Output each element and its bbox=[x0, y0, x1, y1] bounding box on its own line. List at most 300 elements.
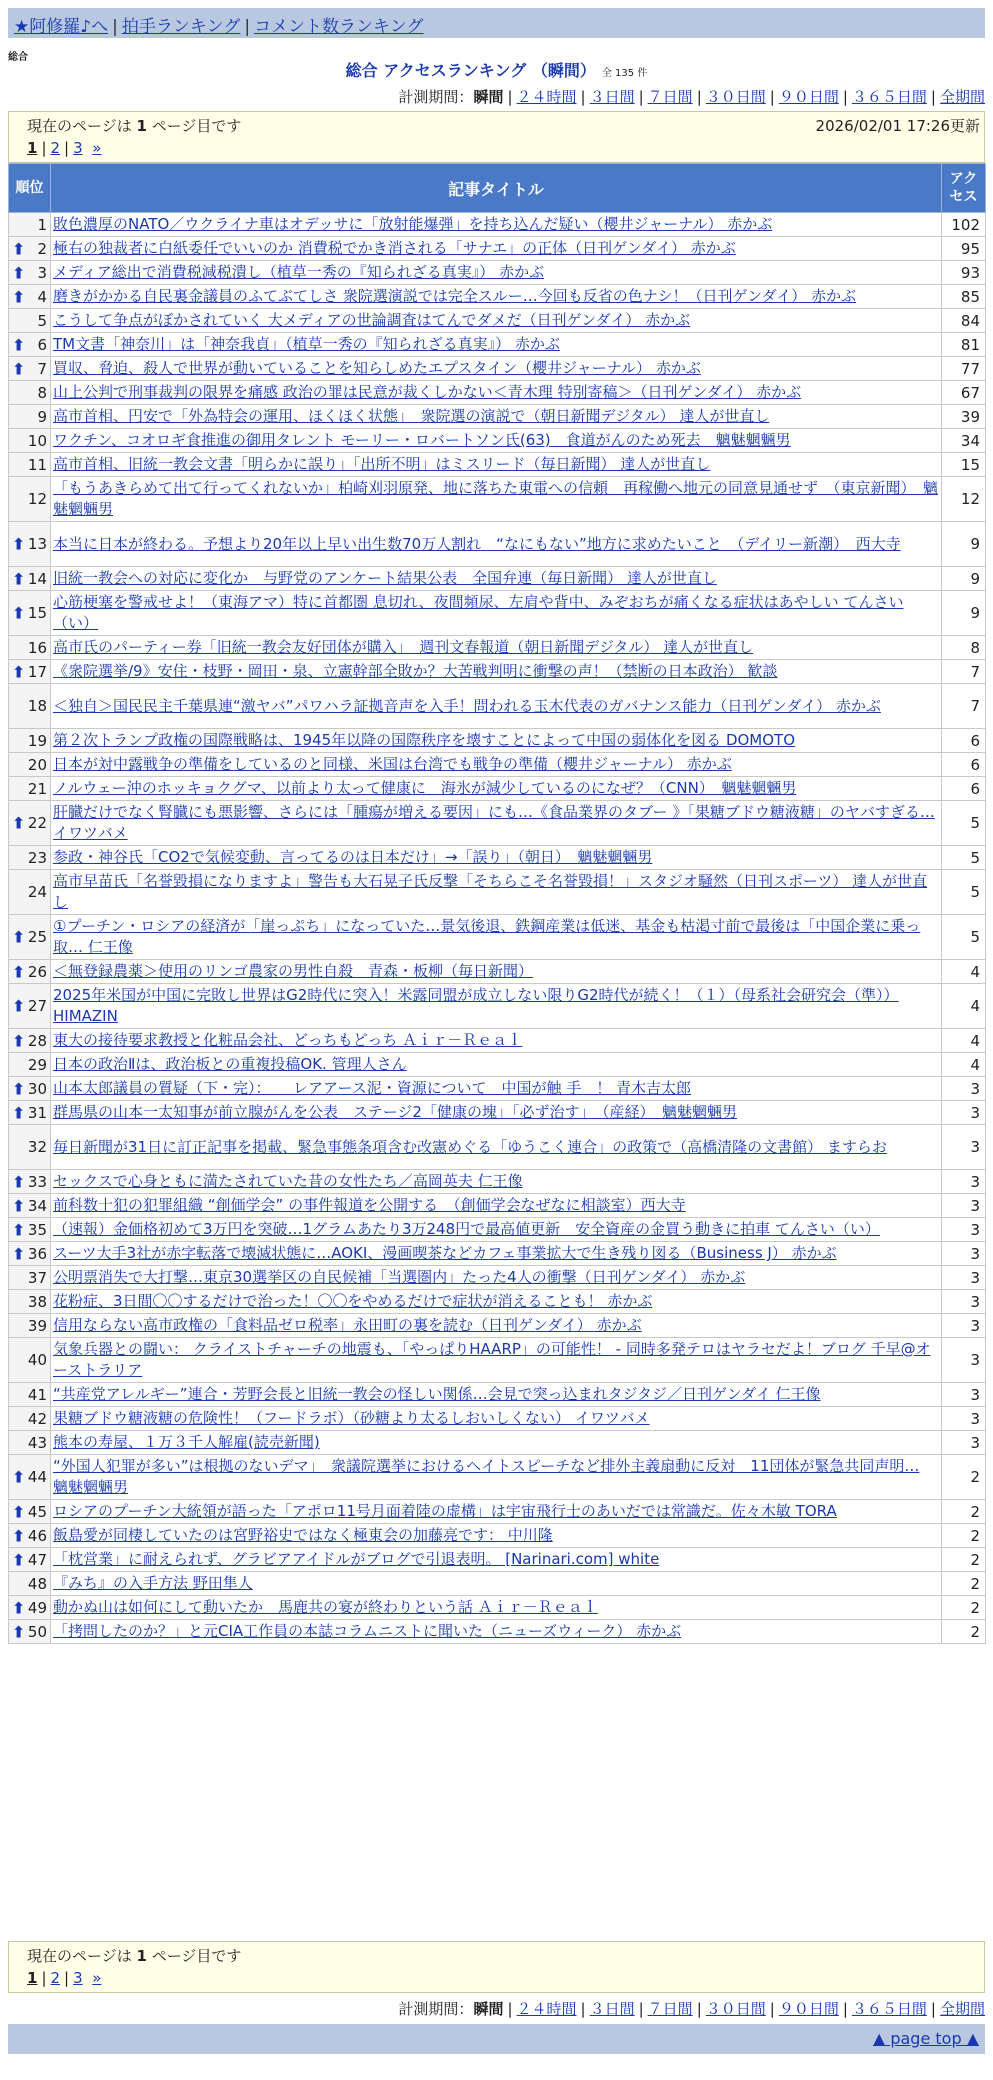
rank-number: 7 bbox=[37, 359, 47, 378]
title-cell bbox=[51, 567, 942, 591]
period-selector-bottom bbox=[398, 1998, 985, 2019]
article-link[interactable]: 「枕営業」に耐えられず、グラビアアイドルがブログで引退表明。 [Narinari.com] white bbox=[53, 1550, 660, 1568]
rank-number: 4 bbox=[37, 287, 47, 306]
page-text-post: ページ目です bbox=[151, 1947, 242, 1965]
rank-number: 39 bbox=[27, 1316, 47, 1335]
rank-number: 5 bbox=[37, 311, 47, 330]
table-row bbox=[9, 870, 986, 915]
access-count: 9 bbox=[942, 522, 986, 567]
title-cell bbox=[51, 960, 942, 984]
up-arrow-icon: ⬆ bbox=[12, 534, 26, 554]
site-home-link[interactable]: ★阿修羅♪へ bbox=[14, 17, 109, 37]
rank-number: 45 bbox=[27, 1502, 47, 1521]
up-arrow-icon: ⬆ bbox=[12, 813, 26, 833]
rank-number: 31 bbox=[27, 1103, 47, 1122]
title-cell bbox=[51, 405, 942, 429]
access-count: 7 bbox=[942, 660, 986, 684]
title-cell bbox=[51, 1620, 942, 1644]
access-count: 81 bbox=[942, 333, 986, 357]
rank-cell bbox=[9, 1194, 51, 1218]
up-arrow-icon: ⬆ bbox=[12, 287, 26, 306]
rank-cell bbox=[9, 915, 51, 960]
article-link[interactable]: 「拷問したのか？」と元CIA工作員の本誌コラムニストに聞いた（ニューズウィーク） 赤かぶ bbox=[53, 1622, 682, 1640]
article-link[interactable]: 「もうあきらめて出て行ってくれないか」柏崎刈羽原発、地に落ちた東電への信頼 再稼働へ地元の同意見通せず （東京新聞） 魑魅魍魎男 bbox=[53, 479, 939, 518]
table-row bbox=[9, 846, 986, 870]
rank-cell bbox=[9, 1620, 51, 1644]
title-cell bbox=[51, 801, 942, 846]
ranking-title: 総合 アクセスランキング （瞬間） bbox=[345, 61, 596, 80]
article-link[interactable]: 肝臓だけでなく腎臓にも悪影響、さらには「腫瘍が増える要因」にも…《食品業界のタブー 》「果糖ブドウ糖液糖」のヤバすぎる… イワツバメ bbox=[53, 803, 935, 842]
rank-number: 29 bbox=[27, 1055, 47, 1074]
page-link-3[interactable]: 3 bbox=[73, 139, 83, 157]
access-count: 2 bbox=[942, 1548, 986, 1572]
title-cell bbox=[51, 261, 942, 285]
access-count: 5 bbox=[942, 801, 986, 846]
period-separator: | bbox=[696, 88, 702, 106]
table-row bbox=[9, 1431, 986, 1455]
next-page-link[interactable]: » bbox=[92, 1969, 102, 1987]
page-link-2[interactable]: 2 bbox=[50, 139, 61, 157]
article-link[interactable]: 信用ならない高市政権の「食料品ゼロ税率」永田町の裏を読む（日刊ゲンダイ） 赤かぶ bbox=[53, 1316, 642, 1334]
rank-cell bbox=[9, 1125, 51, 1170]
article-link[interactable]: ロシアのプーチン大統領が語った「アポロ11号月面着陸の虚構」は宇宙飛行士のあいだでは常識だ。佐々木敏 TORA bbox=[53, 1502, 837, 1520]
rank-cell bbox=[9, 381, 51, 405]
title-cell bbox=[51, 1053, 942, 1077]
table-row bbox=[9, 1572, 986, 1596]
rank-cell bbox=[9, 960, 51, 984]
article-link[interactable]: TM文書「神奈川」は「神奈我貞」（植草一秀の『知られざる真実』） 赤かぶ bbox=[53, 335, 560, 353]
article-link[interactable]: 毎日新聞が31日に訂正記事を掲載、緊急事態条項含む改憲めぐる「ゆうこく連合」の政策で（高橋清隆の文書館） ますらお bbox=[53, 1137, 887, 1156]
page-current-number: 1 bbox=[136, 1947, 147, 1965]
article-link[interactable]: 2025年米国が中国に完敗し世界はG2時代に突入！米露同盟が成立しない限りG2時代が続く！（１）（母系社会研究会（準）） HIMAZIN bbox=[53, 986, 899, 1025]
article-link[interactable]: 日本が対中露戦争の準備をしているのと同様、米国は台湾でも戦争の準備（櫻井ジャーナル） 赤かぶ bbox=[53, 755, 732, 773]
table-row bbox=[9, 684, 986, 729]
article-link[interactable]: 熊本の寿屋、１万３千人解雇(読売新聞) bbox=[53, 1433, 320, 1451]
period-separator: | bbox=[769, 2000, 775, 2018]
access-count: 39 bbox=[942, 405, 986, 429]
article-link[interactable]: ノルウェー沖のホッキョクグマ、以前より太って健康に 海氷が減少しているのになぜ？（CNN） 魑魅魍魎男 bbox=[53, 779, 797, 797]
title-cell bbox=[51, 684, 942, 729]
page-link-1: 1 bbox=[27, 139, 38, 157]
article-link[interactable]: 公明票消失で大打撃…東京30選挙区の自民候補「当選圏内」たった4人の衝撃（日刊ゲンダイ） 赤かぶ bbox=[53, 1268, 746, 1286]
table-row bbox=[9, 1500, 986, 1524]
article-link[interactable]: 群馬県の山本一太知事が前立腺がんを公表 ステージ2「健康の塊」「必ず治す」 （産経） 魑魅魍魎男 bbox=[53, 1103, 737, 1121]
table-row bbox=[9, 1242, 986, 1266]
rank-number: 21 bbox=[27, 779, 47, 798]
access-count: 5 bbox=[942, 915, 986, 960]
access-count: 67 bbox=[942, 381, 986, 405]
period-separator: | bbox=[580, 2000, 586, 2018]
rank-number: 32 bbox=[27, 1138, 47, 1156]
article-link[interactable]: 東大の接待要求教授と化粧品会社、どっちもどっち Ａｉｒ－Ｒｅａｌ bbox=[53, 1031, 523, 1049]
access-count: 6 bbox=[942, 729, 986, 753]
rank-number: 10 bbox=[27, 431, 47, 450]
period-selector-top bbox=[398, 86, 985, 107]
title-cell bbox=[51, 357, 942, 381]
title-cell bbox=[51, 237, 942, 261]
article-link[interactable]: 極右の独裁者に白紙委任でいいのか 消費税でかき消される「サナエ」の正体（日刊ゲンダイ） 赤かぶ bbox=[53, 239, 736, 257]
article-link[interactable]: メディア総出で消費税減税潰し（植草一秀の『知られざる真実』） 赤かぶ bbox=[53, 263, 545, 281]
total-count: 全 135 件 bbox=[601, 68, 648, 79]
period-separator: | bbox=[930, 2000, 936, 2018]
title-cell bbox=[51, 213, 942, 237]
rank-cell bbox=[9, 1170, 51, 1194]
title-cell bbox=[51, 1125, 942, 1170]
up-arrow-icon: ⬆ bbox=[12, 962, 26, 981]
article-link[interactable]: 心筋梗塞を警戒せよ！（東海アマ）特に首都圏 息切れ、夜間頻尿、左肩や背中、みぞおちが痛くなる症状はあやしい てんさい（い） bbox=[53, 593, 904, 632]
rank-cell bbox=[9, 1572, 51, 1596]
period-option-1[interactable]: ２４時間 bbox=[516, 2000, 577, 2018]
rank-number: 19 bbox=[27, 731, 47, 750]
up-arrow-icon: ⬆ bbox=[12, 359, 26, 378]
rank-cell bbox=[9, 1101, 51, 1125]
rank-cell bbox=[9, 1383, 51, 1407]
nav-separator: | bbox=[244, 17, 251, 37]
table-row bbox=[9, 729, 986, 753]
article-link[interactable]: セックスで心身ともに満たされていた昔の女性たち／高岡英夫 仁王像 bbox=[53, 1172, 523, 1190]
period-option-6[interactable]: ３６５日間 bbox=[851, 88, 927, 106]
title-cell bbox=[51, 1101, 942, 1125]
title-cell bbox=[51, 1407, 942, 1431]
article-link[interactable]: 飯島愛が同棲していたのは宮野裕史ではなく極東会の加藤亮です： 中川隆 bbox=[53, 1526, 553, 1544]
ranking-heading bbox=[0, 58, 993, 81]
period-option-3[interactable]: ７日間 bbox=[647, 2000, 693, 2018]
page-top-link[interactable]: ▲ page top ▲ bbox=[872, 2029, 979, 2048]
article-link[interactable]: 日本の政治Ⅱは、政治板との重複投稿OK. 管理人さん bbox=[53, 1055, 407, 1073]
period-label: 計測期間： bbox=[398, 2000, 474, 2018]
rank-cell bbox=[9, 984, 51, 1029]
rank-number: 11 bbox=[27, 455, 47, 474]
period-option-5[interactable]: ９０日間 bbox=[778, 2000, 839, 2018]
rank-cell bbox=[9, 1053, 51, 1077]
article-link[interactable]: 高市首相、円安で「外為特会の運用、ほくほく状態」 衆院選の演説で（朝日新聞デジタル） 達人が世直し bbox=[53, 407, 770, 425]
rank-number: 9 bbox=[37, 407, 47, 426]
period-separator: | bbox=[696, 2000, 702, 2018]
title-cell bbox=[51, 636, 942, 660]
article-link[interactable]: 花粉症、3日間〇〇するだけで治った！〇〇をやめるだけで症状が消えることも！ 赤かぶ bbox=[53, 1292, 653, 1310]
access-count: 3 bbox=[942, 1431, 986, 1455]
table-row bbox=[9, 1548, 986, 1572]
access-header: アクセス bbox=[942, 164, 986, 213]
access-count: 2 bbox=[942, 1455, 986, 1500]
access-count: 3 bbox=[942, 1266, 986, 1290]
comment-ranking-link[interactable]: コメント数ランキング bbox=[254, 17, 424, 37]
rank-cell bbox=[9, 1524, 51, 1548]
article-link[interactable]: 参政・神谷氏「CO2で気候変動、言ってるのは日本だけ」→「誤り」（朝日） 魑魅魍魎男 bbox=[53, 848, 653, 866]
up-arrow-icon: ⬆ bbox=[12, 1103, 26, 1122]
rank-number: 50 bbox=[27, 1622, 47, 1641]
period-separator: | bbox=[638, 2000, 644, 2018]
table-row bbox=[9, 1620, 986, 1644]
article-link[interactable]: スーツ大手3社が赤字転落で壊滅状態に…AOKI、漫画喫茶などカフェ事業拡大で生き残り図る（Business J） 赤かぶ bbox=[53, 1244, 837, 1262]
access-count: 7 bbox=[942, 684, 986, 729]
rank-cell bbox=[9, 1596, 51, 1620]
pagination-top bbox=[27, 139, 966, 157]
rank-number: 8 bbox=[37, 383, 47, 402]
period-separator: | bbox=[580, 88, 586, 106]
rank-cell bbox=[9, 1218, 51, 1242]
rank-cell bbox=[9, 1077, 51, 1101]
access-count: 2 bbox=[942, 1596, 986, 1620]
page-current-number: 1 bbox=[136, 117, 147, 135]
up-arrow-icon: ⬆ bbox=[12, 1220, 26, 1239]
category-label: 総合 bbox=[8, 52, 28, 63]
next-page-link[interactable]: » bbox=[92, 139, 102, 157]
rank-number: 43 bbox=[27, 1433, 47, 1452]
article-link[interactable]: （速報）金価格初めて3万円を突破…1グラムあたり3万248円で最高値更新 安全資産の金買う動きに拍車 てんさい（い） bbox=[53, 1220, 880, 1238]
up-arrow-icon: ⬆ bbox=[12, 1526, 26, 1545]
table-row bbox=[9, 381, 986, 405]
title-cell bbox=[51, 729, 942, 753]
nav-separator: | bbox=[112, 17, 118, 37]
table-row bbox=[9, 1266, 986, 1290]
access-count: 6 bbox=[942, 753, 986, 777]
period-option-2[interactable]: ３日間 bbox=[589, 2000, 635, 2018]
period-separator: | bbox=[507, 2000, 513, 2018]
rank-number: 34 bbox=[27, 1196, 47, 1215]
rank-number: 48 bbox=[27, 1574, 47, 1593]
period-option-7[interactable]: 全期間 bbox=[939, 2000, 985, 2018]
table-row bbox=[9, 1077, 986, 1101]
article-link[interactable]: 果糖ブドウ糖液糖の危険性！（フードラボ）（砂糖より太るしおいしくない） イワツバメ bbox=[53, 1409, 650, 1427]
period-option-2[interactable]: ３日間 bbox=[589, 88, 635, 106]
access-count: 4 bbox=[942, 1029, 986, 1053]
up-arrow-icon: ⬆ bbox=[12, 1172, 26, 1191]
period-option-5[interactable]: ９０日間 bbox=[778, 88, 839, 106]
access-count: 2 bbox=[942, 1500, 986, 1524]
table-row bbox=[9, 309, 986, 333]
pager-separator: | bbox=[64, 139, 70, 157]
up-arrow-icon: ⬆ bbox=[12, 662, 26, 681]
article-link[interactable]: こうして争点がぼかされていく 大メディアの世論調査はてんでダメだ（日刊ゲンダイ） 赤かぶ bbox=[53, 311, 691, 329]
table-row bbox=[9, 777, 986, 801]
access-count: 34 bbox=[942, 429, 986, 453]
rank-cell bbox=[9, 1548, 51, 1572]
article-link[interactable]: 第２次トランプ政権の国際戦略は、1945年以降の国際秩序を壊すことによって中国の弱体化を図る DOMOTO bbox=[53, 731, 796, 749]
table-row bbox=[9, 1218, 986, 1242]
rank-cell bbox=[9, 453, 51, 477]
table-row bbox=[9, 285, 986, 309]
title-cell bbox=[51, 660, 942, 684]
article-link[interactable]: “共産党アレルギー”連合・芳野会長と旧統一教会の怪しい関係…会見で突っ込まれタジタジ／日刊ゲンダイ 仁王像 bbox=[53, 1385, 821, 1403]
rank-number: 22 bbox=[27, 814, 47, 832]
table-row bbox=[9, 1524, 986, 1548]
rank-number: 6 bbox=[37, 335, 47, 354]
title-cell bbox=[51, 1266, 942, 1290]
table-row bbox=[9, 1338, 986, 1383]
rank-number: 27 bbox=[27, 997, 47, 1015]
rank-cell bbox=[9, 567, 51, 591]
bottom-bar bbox=[8, 2024, 985, 2054]
access-count: 3 bbox=[942, 1101, 986, 1125]
table-row bbox=[9, 1053, 986, 1077]
article-link[interactable]: 磨きがかかる自民裏金議員のふてぶてしさ 衆院選演説では完全スルー…今回も反省の色ナシ！（日刊ゲンダイ） 赤かぶ bbox=[53, 287, 857, 305]
rank-number: 24 bbox=[27, 883, 47, 901]
title-cell bbox=[51, 915, 942, 960]
table-row bbox=[9, 1407, 986, 1431]
title-cell bbox=[51, 591, 942, 636]
table-row bbox=[9, 801, 986, 846]
rank-cell bbox=[9, 777, 51, 801]
article-link[interactable]: 《衆院選挙/9》安住・枝野・岡田・泉、立憲幹部全敗か？大苦戦判明に衝撃の声！（禁断の日本政治） 歓談 bbox=[53, 662, 778, 680]
access-count: 3 bbox=[942, 1242, 986, 1266]
article-link[interactable]: 高市首相、旧統一教会文書「明らかに誤り」「出所不明」はミスリード（毎日新聞） 達人が世直し bbox=[53, 455, 711, 473]
title-cell bbox=[51, 1455, 942, 1500]
rank-cell bbox=[9, 1290, 51, 1314]
updated-timestamp: 2026/02/01 17:26更新 bbox=[815, 117, 980, 135]
article-link[interactable]: 山本太郎議員の質疑（下・完）： レアアース泥・資源について 中国が触 手 ！ 青木吉太郎 bbox=[53, 1079, 692, 1097]
rank-number: 40 bbox=[27, 1351, 47, 1369]
period-option-1[interactable]: ２４時間 bbox=[516, 88, 577, 106]
rank-cell bbox=[9, 237, 51, 261]
rank-cell bbox=[9, 405, 51, 429]
up-arrow-icon: ⬆ bbox=[12, 603, 26, 623]
access-count: 15 bbox=[942, 453, 986, 477]
access-count: 8 bbox=[942, 636, 986, 660]
rank-number: 49 bbox=[27, 1598, 47, 1617]
title-cell bbox=[51, 1383, 942, 1407]
article-link[interactable]: 山上公判で刑事裁判の限界を痛感 政治の罪は民意が裁くしかない＜青木理 特別寄稿＞（日刊ゲンダイ） 赤かぶ bbox=[53, 383, 802, 401]
access-count: 3 bbox=[942, 1383, 986, 1407]
title-cell bbox=[51, 453, 942, 477]
article-link[interactable]: 本当に日本が終わる。予想より20年以上早い出生数70万人割れ “なにもない”地方に求めたいこと （デイリー新潮） 西大寺 bbox=[53, 534, 901, 553]
rank-number: 25 bbox=[27, 928, 47, 946]
article-link[interactable]: 『みち』の入手方法 野田隼人 bbox=[53, 1574, 253, 1592]
access-count: 3 bbox=[942, 1194, 986, 1218]
page-link-3[interactable]: 3 bbox=[73, 1969, 83, 1987]
title-cell bbox=[51, 1314, 942, 1338]
page-link-1: 1 bbox=[27, 1969, 38, 1987]
title-cell bbox=[51, 1242, 942, 1266]
access-count: 12 bbox=[942, 477, 986, 522]
up-arrow-icon: ⬆ bbox=[12, 996, 26, 1016]
table-row bbox=[9, 1101, 986, 1125]
period-option-3[interactable]: ７日間 bbox=[647, 88, 693, 106]
rank-number: 42 bbox=[27, 1409, 47, 1428]
table-row bbox=[9, 1170, 986, 1194]
access-count: 9 bbox=[942, 567, 986, 591]
access-count: 2 bbox=[942, 1620, 986, 1644]
rank-cell bbox=[9, 285, 51, 309]
up-arrow-icon: ⬆ bbox=[12, 1550, 26, 1569]
up-arrow-icon: ⬆ bbox=[12, 335, 26, 354]
access-count: 77 bbox=[942, 357, 986, 381]
rank-number: 1 bbox=[37, 215, 47, 234]
access-count: 85 bbox=[942, 285, 986, 309]
period-option-4[interactable]: ３０日間 bbox=[705, 2000, 766, 2018]
access-count: 4 bbox=[942, 984, 986, 1029]
title-cell bbox=[51, 870, 942, 915]
period-option-4[interactable]: ３０日間 bbox=[705, 88, 766, 106]
rank-number: 47 bbox=[27, 1550, 47, 1569]
access-count: 3 bbox=[942, 1407, 986, 1431]
up-arrow-icon: ⬆ bbox=[12, 1244, 26, 1263]
page-text-pre: 現在のページは bbox=[27, 1947, 132, 1965]
access-count: 3 bbox=[942, 1077, 986, 1101]
table-row bbox=[9, 567, 986, 591]
up-arrow-icon: ⬆ bbox=[12, 1622, 26, 1641]
rank-cell bbox=[9, 591, 51, 636]
rank-number: 41 bbox=[27, 1385, 47, 1404]
table-row bbox=[9, 1383, 986, 1407]
period-separator: | bbox=[842, 2000, 848, 2018]
period-option-0: 瞬間 bbox=[473, 2000, 504, 2018]
period-option-7[interactable]: 全期間 bbox=[939, 88, 985, 106]
rank-cell bbox=[9, 357, 51, 381]
table-row bbox=[9, 915, 986, 960]
title-cell bbox=[51, 1500, 942, 1524]
period-separator: | bbox=[842, 88, 848, 106]
period-option-6[interactable]: ３６５日間 bbox=[851, 2000, 927, 2018]
article-link[interactable]: 気象兵器との闘い： クライストチャーチの地震も、「やっぱりHAARP」の可能性！ - 同時多発テロはヤラセだよ！ブログ 千早@オーストラリア bbox=[53, 1340, 931, 1379]
title-cell bbox=[51, 285, 942, 309]
title-cell bbox=[51, 1572, 942, 1596]
up-arrow-icon: ⬆ bbox=[12, 1031, 26, 1050]
article-link[interactable]: 高市早苗氏「名誉毀損になりますよ」警告も大石晃子氏反撃「そちらこそ名誉毀損！」スタジオ騒然（日刊スポーツ） 達人が世直し bbox=[53, 872, 928, 911]
table-row bbox=[9, 1194, 986, 1218]
pager-separator: | bbox=[41, 1969, 47, 1987]
period-separator: | bbox=[638, 88, 644, 106]
article-link[interactable]: ＜独自＞国民民主千葉県連“激ヤバ”パワハラ証拠音声を入手！問われる玉木代表のガバナンス能力（日刊ゲンダイ） 赤かぶ bbox=[53, 696, 881, 715]
table-header-row bbox=[9, 164, 986, 213]
article-link[interactable]: 前科数十犯の犯罪組織 “創価学会” の事件報道を公開する （創価学会なぜなに相談室）西大寺 bbox=[53, 1196, 686, 1214]
pager-separator: | bbox=[41, 139, 47, 157]
title-cell bbox=[51, 1077, 942, 1101]
rank-number: 18 bbox=[27, 697, 47, 715]
rank-cell bbox=[9, 1407, 51, 1431]
access-count: 3 bbox=[942, 1314, 986, 1338]
rank-cell bbox=[9, 753, 51, 777]
page-link-2[interactable]: 2 bbox=[50, 1969, 61, 1987]
up-arrow-icon: ⬆ bbox=[12, 1079, 26, 1098]
article-link[interactable]: 動かぬ山は如何にして動いたか 馬鹿共の宴が終わりという話 Ａｉｒ－Ｒｅａｌ bbox=[53, 1598, 598, 1616]
access-count: 95 bbox=[942, 237, 986, 261]
rank-header: 順位 bbox=[9, 164, 51, 213]
title-cell bbox=[51, 333, 942, 357]
title-cell bbox=[51, 1194, 942, 1218]
rank-cell bbox=[9, 1266, 51, 1290]
access-count: 6 bbox=[942, 777, 986, 801]
access-count: 3 bbox=[942, 1170, 986, 1194]
rank-number: 33 bbox=[27, 1172, 47, 1191]
access-count: 3 bbox=[942, 1338, 986, 1383]
rank-number: 12 bbox=[27, 490, 47, 508]
article-link[interactable]: ＜無登録農薬＞使用のリンゴ農家の男性自殺 青森・板柳（毎日新聞） bbox=[53, 962, 534, 980]
period-option-0: 瞬間 bbox=[473, 88, 504, 106]
up-arrow-icon: ⬆ bbox=[12, 263, 26, 282]
rank-number: 28 bbox=[27, 1031, 47, 1050]
title-cell bbox=[51, 429, 942, 453]
up-arrow-icon: ⬆ bbox=[12, 239, 26, 258]
article-link[interactable]: 敗色濃厚のNATO／ウクライナ車はオデッサに「放射能爆弾」を持ち込んだ疑い（櫻井ジャーナル） 赤かぶ bbox=[53, 215, 773, 233]
table-row bbox=[9, 237, 986, 261]
access-count: 9 bbox=[942, 591, 986, 636]
table-row bbox=[9, 522, 986, 567]
title-cell bbox=[51, 777, 942, 801]
article-link[interactable]: 買収、脅迫、殺人で世界が動いていることを知らしめたエプスタイン（櫻井ジャーナル） 赤かぶ bbox=[53, 359, 701, 377]
clap-ranking-link[interactable]: 拍手ランキング bbox=[121, 17, 241, 37]
article-link[interactable]: 旧統一教会への対応に変化か 与野党のアンケート結果公表 全国弁連（毎日新聞） 達人が世直し bbox=[53, 569, 717, 587]
access-count: 3 bbox=[942, 1218, 986, 1242]
article-link[interactable]: ワクチン、コオロギ食推進の御用タレント モーリー・ロバートソン氏(63) 食道がんのため死去 魑魅魍魎男 bbox=[53, 431, 791, 449]
rank-number: 15 bbox=[27, 604, 47, 622]
rank-number: 20 bbox=[27, 755, 47, 774]
article-link[interactable]: ①プーチン・ロシアの経済が「崖っぷち」になっていた…景気後退、鉄鋼産業は低迷、基金も枯渇寸前で最後は「中国企業に乗っ取… 仁王像 bbox=[53, 917, 921, 956]
article-link[interactable]: “外国人犯罪が多い”は根拠のないデマ」 衆議院選挙におけるヘイトスピーチなど排外主義扇動に反対 11団体が緊急共同声明… 魑魅魍魎男 bbox=[53, 1457, 920, 1496]
period-separator: | bbox=[930, 88, 936, 106]
table-row bbox=[9, 357, 986, 381]
article-link[interactable]: 高市氏のパーティー券「旧統一教会友好団体が購入」 週刊文春報道（朝日新聞デジタル） 達人が世直し bbox=[53, 638, 754, 656]
